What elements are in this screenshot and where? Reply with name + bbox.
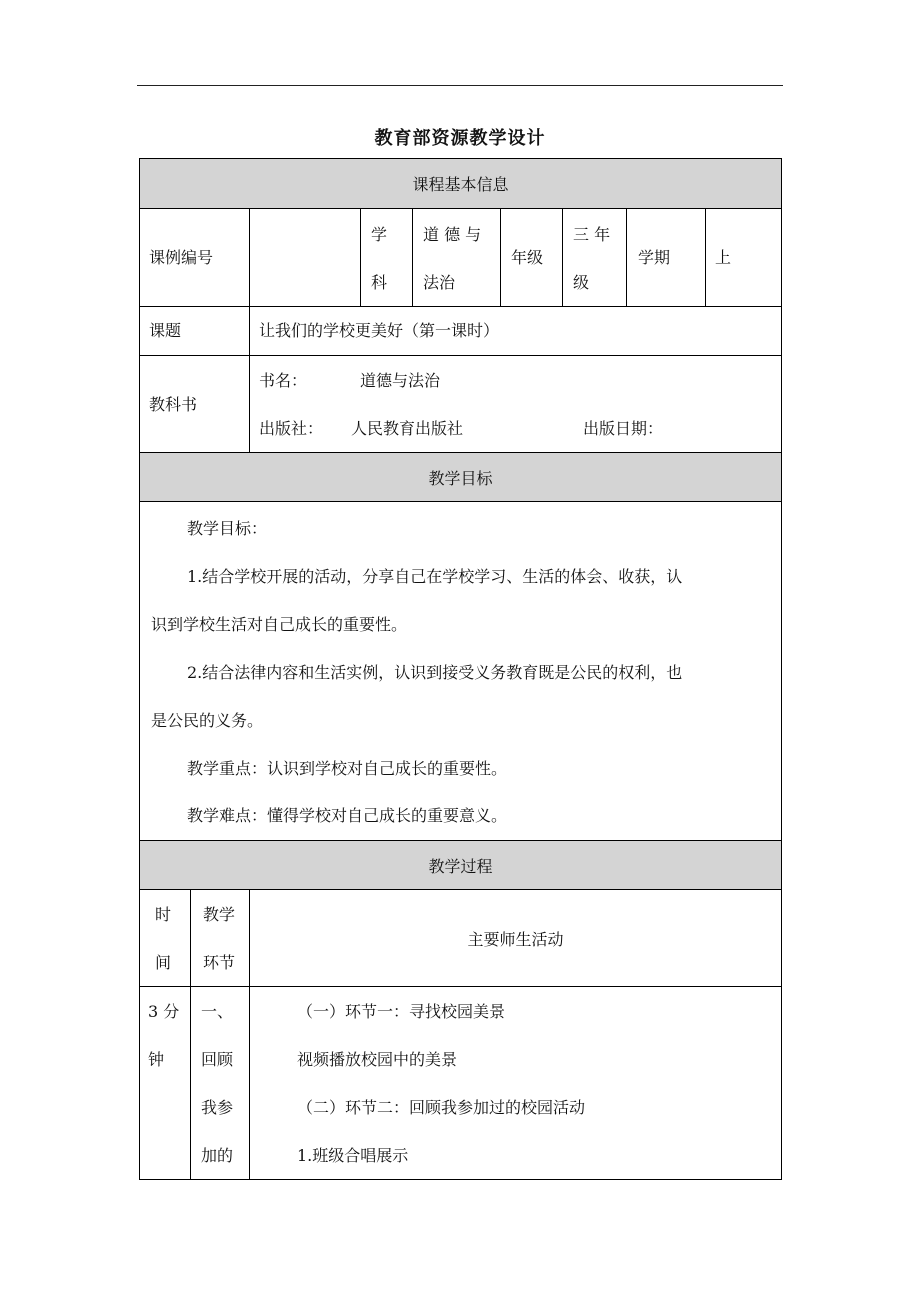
col-stage-line2: 环节 <box>203 953 236 972</box>
grade-value-line1: 三 年 <box>573 225 611 244</box>
row1-activity-cell <box>249 986 782 1180</box>
pub-date-label: 出版日期： <box>583 419 664 438</box>
course-no-value-cell <box>249 208 361 307</box>
section-title: 教学过程 <box>428 856 493 876</box>
grade-label-cell <box>500 208 563 307</box>
row1-time-line1: 3 分 <box>148 1002 180 1021</box>
textbook-info-cell <box>249 355 782 453</box>
subject-label-line2: 科 <box>371 273 388 292</box>
section-header-basic-info <box>139 158 782 209</box>
difficulty-point: 教学难点：懂得学校对自己成长的重要意义。 <box>187 806 508 825</box>
term-value-cell <box>705 208 782 307</box>
topic-label-cell <box>139 306 250 356</box>
row1-time-cell <box>139 986 191 1180</box>
topic-label: 课题 <box>149 321 182 340</box>
row1-stage-line3: 我参 <box>201 1098 234 1117</box>
book-name-label: 书名： <box>259 371 308 390</box>
grade-value-cell <box>562 208 627 307</box>
key-point: 教学重点：认识到学校对自己成长的重要性。 <box>187 759 508 778</box>
topic-value: 让我们的学校更美好（第一课时） <box>259 321 500 340</box>
section-header-objectives <box>139 452 782 502</box>
row1-stage-line1: 一、 <box>201 1002 234 1021</box>
row1-stage-line4: 加的 <box>201 1146 234 1165</box>
textbook-label-cell <box>139 355 250 453</box>
row1-activity-2: 视频播放校园中的美景 <box>297 1050 458 1069</box>
row1-stage-cell <box>190 986 250 1180</box>
col-time-line1: 时 <box>155 905 172 924</box>
subject-label-cell <box>360 208 413 307</box>
book-name-value: 道德与法治 <box>360 371 441 390</box>
row1-activity-4: 1.班级合唱展示 <box>297 1146 409 1165</box>
row1-stage-line2: 回顾 <box>201 1050 234 1069</box>
row1-time-line2: 钟 <box>148 1050 165 1069</box>
publisher-value: 人民教育出版社 <box>351 419 464 438</box>
objective-1-line2: 识到学校生活对自己成长的重要性。 <box>151 615 408 634</box>
subject-label-line1: 学 <box>371 225 388 244</box>
col-stage-header <box>190 889 250 987</box>
col-time-header <box>139 889 191 987</box>
term-label-cell <box>626 208 706 307</box>
col-time-line2: 间 <box>155 953 172 972</box>
grade-value-line2: 级 <box>573 273 590 292</box>
objectives-cell <box>139 501 782 841</box>
course-no-label-cell <box>139 208 250 307</box>
course-no-label: 课例编号 <box>149 248 214 267</box>
row1-activity-3: （二）环节二：回顾我参加过的校园活动 <box>297 1098 586 1117</box>
objective-2-line2: 是公民的义务。 <box>151 711 264 730</box>
section-title: 教学目标 <box>428 468 493 488</box>
header-rule <box>137 85 783 86</box>
term-value: 上 <box>715 248 732 267</box>
objective-1-line1: 1.结合学校开展的活动，分享自己在学校学习、生活的体会、收获，认 <box>187 567 683 586</box>
row1-activity-1: （一）环节一：寻找校园美景 <box>297 1002 506 1021</box>
subject-value-line2: 法治 <box>423 273 456 292</box>
publisher-label: 出版社： <box>259 419 324 438</box>
textbook-label: 教科书 <box>149 395 198 414</box>
col-activity-label: 主要师生活动 <box>467 929 564 949</box>
col-stage-line1: 教学 <box>203 905 236 924</box>
grade-label: 年级 <box>511 248 544 267</box>
subject-value-cell <box>412 208 501 307</box>
subject-value-line1: 道 德 与 <box>423 225 482 244</box>
document-title: 教育部资源教学设计 <box>374 128 546 149</box>
objectives-heading: 教学目标： <box>187 519 268 538</box>
objective-2-line1: 2.结合法律内容和生活实例，认识到接受义务教育既是公民的权利，也 <box>187 663 683 682</box>
section-header-process <box>139 840 782 890</box>
col-activity-header <box>249 889 782 987</box>
term-label: 学期 <box>638 248 671 267</box>
section-title: 课程基本信息 <box>412 175 509 194</box>
topic-value-cell <box>249 306 782 356</box>
